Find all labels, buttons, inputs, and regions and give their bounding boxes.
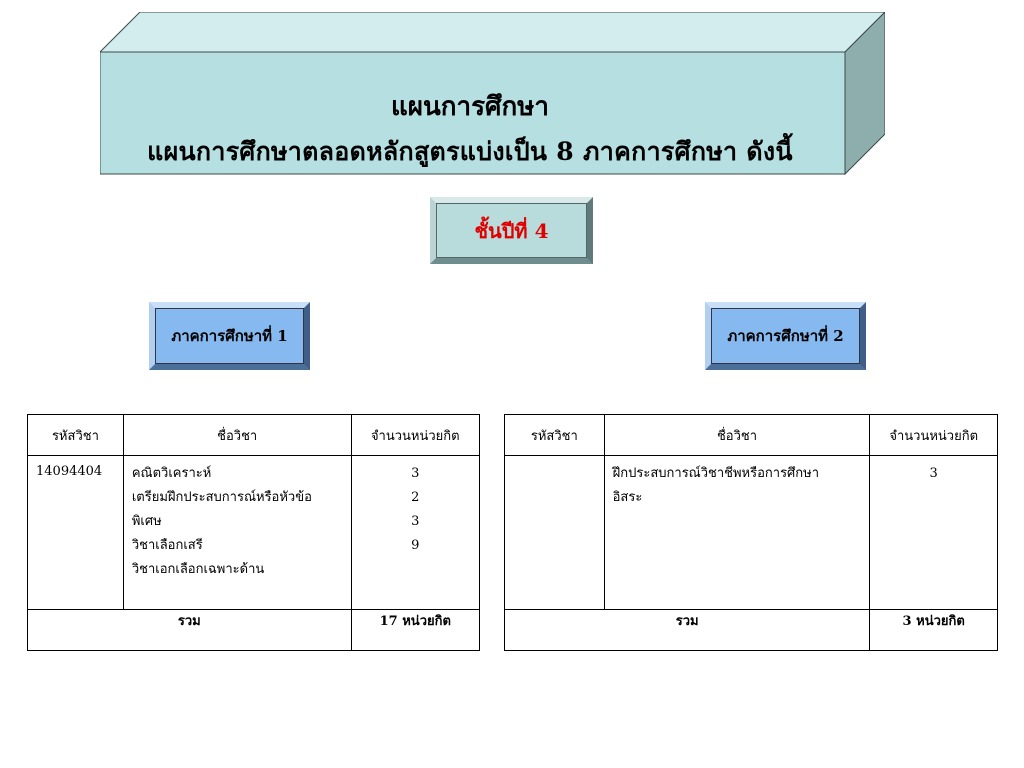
- semester-1-table: [27, 414, 480, 651]
- total-value: 17 หน่วยกิต: [351, 610, 479, 651]
- course-code: [505, 456, 605, 610]
- course-names: [123, 456, 351, 610]
- semester-2-badge: [705, 302, 866, 370]
- header-credits: จำนวนหน่วยกิต: [870, 415, 998, 456]
- course-name: ฝึกประสบการณ์วิชาชีพหรือการศึกษา: [612, 466, 820, 481]
- total-value: 3 หน่วยกิต: [870, 610, 998, 651]
- year-label: ชั้นปีที่ 4: [474, 218, 549, 243]
- header-name: ชื่อวิชา: [604, 415, 870, 456]
- course-name: วิชาเลือกเสรี: [131, 538, 203, 553]
- table-row: [505, 456, 998, 610]
- semester-2-label: ภาคการศึกษาที่ 2: [727, 327, 844, 345]
- header-credits: จำนวนหน่วยกิต: [351, 415, 479, 456]
- total-label: รวม: [505, 610, 870, 651]
- total-row: [28, 610, 480, 651]
- semester-1-badge: [149, 302, 310, 370]
- credit-value: 3: [929, 466, 938, 481]
- header-code: รหัสวิชา: [505, 415, 605, 456]
- table-header-row: [28, 415, 480, 456]
- title-banner: [100, 12, 885, 176]
- semester-1-label: ภาคการศึกษาที่ 1: [171, 327, 288, 345]
- course-name: อิสระ: [612, 490, 643, 505]
- page-title: แผนการศึกษา: [390, 92, 550, 122]
- header-code: รหัสวิชา: [28, 415, 124, 456]
- course-name: คณิตวิเคราะห์: [131, 466, 212, 481]
- course-code: 14094404: [28, 456, 124, 610]
- credit-value: 2: [411, 490, 420, 505]
- total-row: [505, 610, 998, 651]
- credit-value: 3: [411, 466, 420, 481]
- course-name: เตรียมฝึกประสบการณ์หรือหัวข้อ: [131, 490, 312, 505]
- table-row: [28, 456, 480, 610]
- course-name: พิเศษ: [131, 514, 162, 529]
- course-name: วิชาเอกเลือกเฉพาะด้าน: [131, 562, 265, 577]
- credit-value: 3: [411, 514, 420, 529]
- total-label: รวม: [28, 610, 352, 651]
- header-name: ชื่อวิชา: [123, 415, 351, 456]
- course-credits: [351, 456, 479, 610]
- credit-value: 9: [411, 538, 420, 553]
- course-names: [604, 456, 870, 610]
- page-subtitle: แผนการศึกษาตลอดหลักสูตรแบ่งเป็น 8 ภาคการศึกษา ดังนี้: [147, 137, 793, 166]
- semester-2-table: [504, 414, 998, 651]
- table-header-row: [505, 415, 998, 456]
- year-badge: [430, 197, 593, 264]
- course-credits: [870, 456, 998, 610]
